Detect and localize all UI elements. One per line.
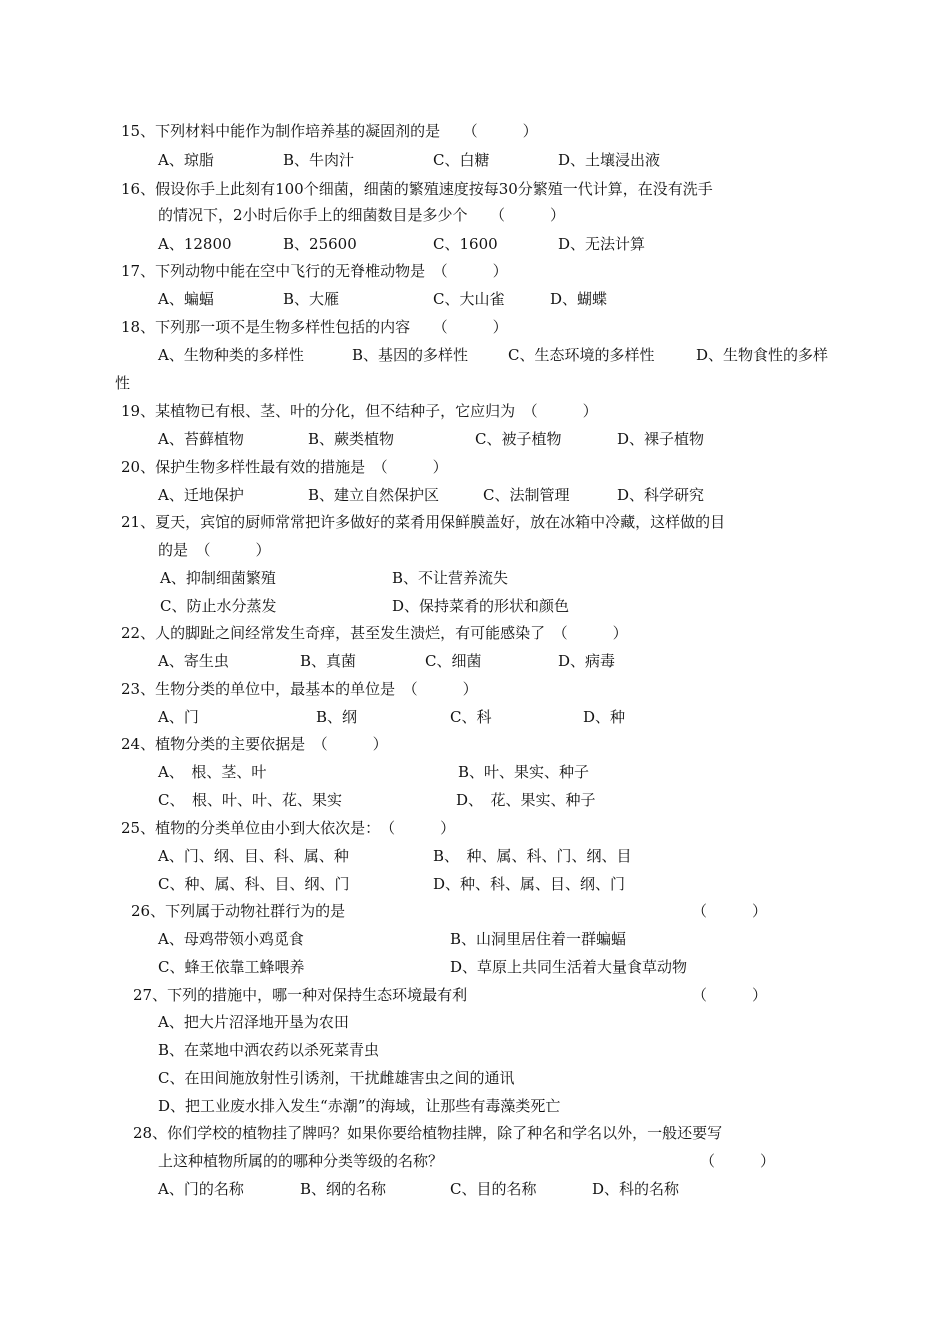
q22-option-c: C、细菌 — [425, 652, 482, 670]
q18-option-b: B、基因的多样性 — [352, 346, 469, 364]
q27-option-a: A、把大片沼泽地开垦为农田 — [158, 1013, 349, 1031]
q26-option-a: A、母鸡带领小鸡觅食 — [158, 930, 304, 948]
q24-option-a: A、 根、茎、叶 — [158, 763, 267, 781]
q16-option-a: A、12800 — [158, 235, 232, 253]
q27-option-c: C、在田间施放射性引诱剂，干扰雌雄害虫之间的通讯 — [158, 1069, 515, 1087]
q22-option-d: D、病毒 — [558, 652, 616, 670]
q17-option-d: D、蝴蝶 — [550, 290, 608, 308]
q24-option-b: B、叶、果实、种子 — [458, 763, 590, 781]
question-20: 20、保护生物多样性最有效的措施是 （ ） — [121, 458, 448, 476]
q19-option-a: A、苔藓植物 — [158, 430, 244, 448]
q23-option-c: C、科 — [450, 708, 492, 726]
q25-option-b: B、 种、属、科、门、纲、目 — [433, 847, 632, 865]
q25-option-a: A、门、纲、目、科、属、种 — [158, 847, 349, 865]
question-27: 27、下列的措施中，哪一种对保持生态环境最有利 — [133, 986, 468, 1004]
q26-option-c: C、蜂王依靠工蜂喂养 — [158, 958, 305, 976]
q20-option-a: A、迁地保护 — [158, 486, 244, 504]
q24-option-c: C、 根、叶、叶、花、果实 — [158, 791, 342, 809]
question-22: 22、人的脚趾之间经常发生奇痒，甚至发生溃烂，有可能感染了 （ ） — [121, 624, 628, 642]
q20-option-b: B、建立自然保护区 — [308, 486, 440, 504]
q16-option-b: B、25600 — [283, 235, 357, 253]
question-26-bracket: （ ） — [692, 902, 768, 920]
q28-option-a: A、门的名称 — [158, 1180, 244, 1198]
question-24: 24、植物分类的主要依据是 （ ） — [121, 735, 388, 753]
q15-option-d: D、土壤浸出液 — [558, 151, 661, 169]
q20-option-c: C、法制管理 — [483, 486, 570, 504]
question-28-cont: 上这种植物所属的的哪种分类等级的名称？ — [158, 1152, 444, 1170]
q19-option-b: B、蕨类植物 — [308, 430, 395, 448]
q21-option-a: A、抑制细菌繁殖 — [160, 569, 276, 587]
q15-option-a: A、琼脂 — [158, 151, 214, 169]
question-23: 23、生物分类的单位中，最基本的单位是 （ ） — [121, 680, 478, 698]
q28-option-b: B、纲的名称 — [300, 1180, 387, 1198]
question-18: 18、下列那一项不是生物多样性包括的内容 （ ） — [121, 318, 508, 336]
question-15: 15、下列材料中能作为制作培养基的凝固剂的是 （ ） — [121, 122, 538, 140]
q17-option-a: A、蝙蝠 — [158, 290, 214, 308]
question-16: 16、假设你手上此刻有100个细菌，细菌的繁殖速度按每30分繁殖一代计算，在没有洗手 — [121, 180, 713, 198]
q22-option-a: A、寄生虫 — [158, 652, 229, 670]
question-26: 26、下列属于动物社群行为的是 — [131, 902, 346, 920]
q28-option-c: C、目的名称 — [450, 1180, 537, 1198]
question-19: 19、某植物已有根、茎、叶的分化，但不结种子，它应归为 （ ） — [121, 402, 598, 420]
q26-option-b: B、山洞里居住着一群蝙蝠 — [450, 930, 627, 948]
question-28: 28、你们学校的植物挂了牌吗？如果你要给植物挂牌，除了种名和学名以外，一般还要写 — [133, 1124, 723, 1142]
q22-option-b: B、真菌 — [300, 652, 357, 670]
q21-option-b: B、不让营养流失 — [392, 569, 509, 587]
question-17: 17、下列动物中能在空中飞行的无脊椎动物是 （ ） — [121, 262, 508, 280]
q18-option-a: A、生物种类的多样性 — [158, 346, 304, 364]
q27-option-d: D、把工业废水排入发生“赤潮”的海域，让那些有毒藻类死亡 — [158, 1097, 561, 1115]
q25-option-d: D、种、科、属、目、纲、门 — [433, 875, 626, 893]
question-27-bracket: （ ） — [692, 986, 768, 1004]
q23-option-a: A、门 — [158, 708, 199, 726]
q21-option-c: C、防止水分蒸发 — [160, 597, 277, 615]
q19-option-c: C、被子植物 — [475, 430, 562, 448]
question-25: 25、植物的分类单位由小到大依次是： （ ） — [121, 819, 456, 837]
q20-option-d: D、科学研究 — [617, 486, 705, 504]
question-21: 21、夏天，宾馆的厨师常常把许多做好的菜肴用保鲜膜盖好，放在冰箱中冷藏，这样做的目 — [121, 513, 726, 531]
q19-option-d: D、裸子植物 — [617, 430, 705, 448]
q15-option-c: C、白糖 — [433, 151, 490, 169]
q24-option-d: D、 花、果实、种子 — [456, 791, 596, 809]
q28-option-d: D、科的名称 — [592, 1180, 680, 1198]
q17-option-b: B、大雁 — [283, 290, 340, 308]
q16-option-d: D、无法计算 — [558, 235, 646, 253]
q15-option-b: B、牛肉汁 — [283, 151, 355, 169]
question-16-cont: 的情况下，2小时后你手上的细菌数目是多少个 （ ） — [158, 206, 566, 224]
q18-option-c: C、生态环境的多样性 — [508, 346, 655, 364]
q17-option-c: C、大山雀 — [433, 290, 505, 308]
question-28-bracket: （ ） — [700, 1152, 776, 1170]
q27-option-b: B、在菜地中洒农药以杀死菜青虫 — [158, 1041, 380, 1059]
q21-option-d: D、保持菜肴的形状和颜色 — [392, 597, 570, 615]
q18-option-d: D、生物食性的多样 — [696, 346, 829, 364]
q25-option-c: C、种、属、科、目、纲、门 — [158, 875, 350, 893]
q23-option-d: D、种 — [583, 708, 626, 726]
q18-option-d-cont: 性 — [115, 374, 131, 392]
q16-option-c: C、1600 — [433, 235, 498, 253]
q26-option-d: D、草原上共同生活着大量食草动物 — [450, 958, 688, 976]
question-21-cont: 的是 （ ） — [158, 541, 271, 559]
q23-option-b: B、纲 — [316, 708, 358, 726]
